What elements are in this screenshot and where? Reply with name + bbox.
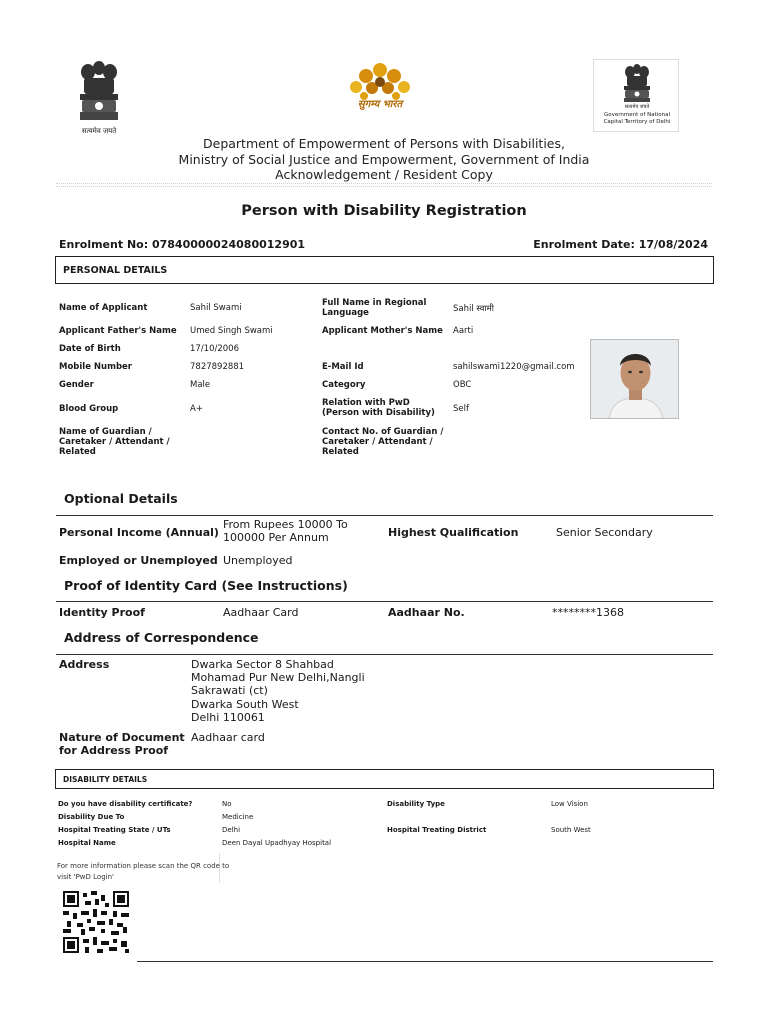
enrolment-date-value: 17/08/2024 [638, 238, 708, 251]
ministry-name: Ministry of Social Justice and Empowerment, Government of India [178, 152, 590, 167]
accessible-india-logo [344, 60, 416, 122]
ashoka-emblem-icon [74, 58, 124, 124]
identity-proof-value: Aadhaar Card [223, 606, 299, 619]
dob-value: 17/10/2006 [190, 344, 239, 354]
address-line: Delhi 110061 [191, 710, 265, 724]
address-label: Address [59, 658, 110, 671]
gender-label: Gender [59, 380, 94, 390]
identity-proof-label: Identity Proof [59, 606, 145, 619]
address-heading: Address of Correspondence [64, 630, 259, 645]
copy-type: Acknowledgement / Resident Copy [275, 167, 493, 182]
divider [56, 183, 712, 184]
relation-value: Self [453, 404, 469, 414]
disability-type-label: Disability Type [387, 800, 445, 808]
income-label: Personal Income (Annual) [59, 526, 219, 539]
divider [56, 515, 713, 516]
email-label: E-Mail Id [322, 362, 364, 372]
guardian-contact-label: Contact No. of Guardian / Caretaker / Attendant / Related [322, 427, 444, 458]
qr-note-line1: For more information please scan the QR code to [57, 862, 230, 870]
enrolment-no-label: Enrolment No: [59, 238, 149, 251]
enrolment-date [533, 238, 708, 251]
mobile-label: Mobile Number [59, 362, 132, 372]
hospital-state-value: Delhi [222, 826, 241, 834]
gender-value: Male [190, 380, 211, 390]
qr-code-icon [63, 891, 129, 953]
hospital-name-value: Deen Dayal Upadhyay Hospital [222, 839, 332, 847]
email-value: sahilswami1220@gmail.com [453, 362, 575, 372]
address-document-label-line2: for Address Proof [59, 744, 169, 758]
department-name: Department of Empowerment of Persons with Disabilities, [203, 136, 565, 151]
aadhaar-number-label: Aadhaar No. [388, 606, 465, 619]
applicant-photo [590, 339, 679, 419]
delhi-logo-caption: Government of National Capital Territory of Delhi [603, 112, 671, 125]
hospital-state-label: Hospital Treating State / UTs [58, 826, 171, 834]
optional-details-heading: Optional Details [64, 491, 178, 506]
qr-note-line2: visit 'PwD Login' [57, 873, 114, 881]
qr-note [57, 861, 229, 883]
disability-due-value: Medicine [222, 813, 254, 821]
enrolment-number [59, 238, 305, 251]
enrolment-no-value: 07840000024080012901 [151, 238, 306, 251]
income-value-line1: From Rupees 10000 To [223, 518, 348, 531]
enrolment-date-label: Enrolment Date: [533, 238, 635, 251]
category-value: OBC [453, 380, 472, 390]
qualification-label: Highest Qualification [388, 526, 519, 539]
address-line: Dwarka Sector 8 Shahbad [191, 658, 334, 671]
disability-due-label: Disability Due To [58, 813, 125, 821]
address-document-label-line1: Nature of Document [59, 731, 185, 744]
personal-details-title: PERSONAL DETAILS [63, 264, 168, 276]
delhi-govt-logo [593, 59, 679, 132]
identity-proof-heading: Proof of Identity Card (See Instructions) [64, 578, 348, 593]
divider [56, 601, 713, 602]
blood-group-label: Blood Group [59, 404, 119, 414]
regional-name-label: Full Name in Regional Language [322, 298, 427, 319]
father-name-label: Applicant Father's Name [59, 326, 177, 336]
address-value [191, 658, 365, 724]
income-value [223, 518, 348, 544]
page-title: Person with Disability Registration [241, 203, 527, 219]
hospital-district-value: South West [551, 826, 591, 834]
divider [56, 654, 713, 655]
guardian-name-label: Name of Guardian / Caretaker / Attendant / Related [59, 427, 170, 458]
income-value-line2: 100000 Per Annum [223, 531, 329, 545]
mother-name-value: Aarti [453, 326, 474, 336]
category-label: Category [322, 380, 366, 390]
certificate-label: Do you have disability certificate? [58, 800, 193, 808]
qualification-value: Senior Secondary [556, 526, 653, 539]
person-photo-icon [591, 340, 679, 419]
certificate-value: No [222, 800, 232, 808]
relation-label: Relation with PwD (Person with Disability) [322, 398, 435, 419]
accessible-india-icon [344, 60, 416, 122]
address-line: Dwarka South West [191, 697, 299, 711]
disability-details-header [55, 769, 714, 789]
delhi-logo-motto: सत्यमेव जयते [624, 104, 650, 110]
hospital-name-label: Hospital Name [58, 839, 116, 847]
disability-details-title: DISABILITY DETAILS [63, 774, 148, 784]
address-document-label [59, 731, 185, 757]
aadhaar-number-value: ********1368 [552, 606, 624, 619]
hospital-district-label: Hospital Treating District [387, 826, 487, 834]
accessible-india-logo-text: सुगम्य भारत [357, 99, 403, 110]
father-name-value: Umed Singh Swami [190, 326, 273, 336]
delhi-emblem-icon [619, 63, 655, 103]
blood-group-value: A+ [190, 404, 203, 414]
national-emblem-left [74, 58, 124, 136]
address-line: Sakrawati (ct) [191, 684, 268, 698]
address-line: Mohamad Pur New Delhi,Nangli [191, 671, 365, 685]
emblem-motto: सत्यमेव जयते [81, 127, 117, 135]
applicant-name-value: Sahil Swami [190, 303, 242, 313]
dob-label: Date of Birth [59, 344, 121, 354]
address-document-value: Aadhaar card [191, 731, 265, 744]
disability-type-value: Low Vision [551, 800, 588, 808]
employment-label: Employed or Unemployed [59, 554, 218, 567]
personal-details-header [55, 256, 714, 284]
regional-name-value: Sahil स्वामी [453, 304, 494, 314]
divider [56, 186, 712, 187]
mother-name-label: Applicant Mother's Name [322, 326, 443, 336]
employment-value: Unemployed [223, 554, 293, 567]
pwd-login-qr-code[interactable] [63, 891, 129, 953]
applicant-name-label: Name of Applicant [59, 303, 148, 313]
mobile-value: 7827892881 [190, 362, 245, 372]
footer-line [137, 961, 713, 962]
